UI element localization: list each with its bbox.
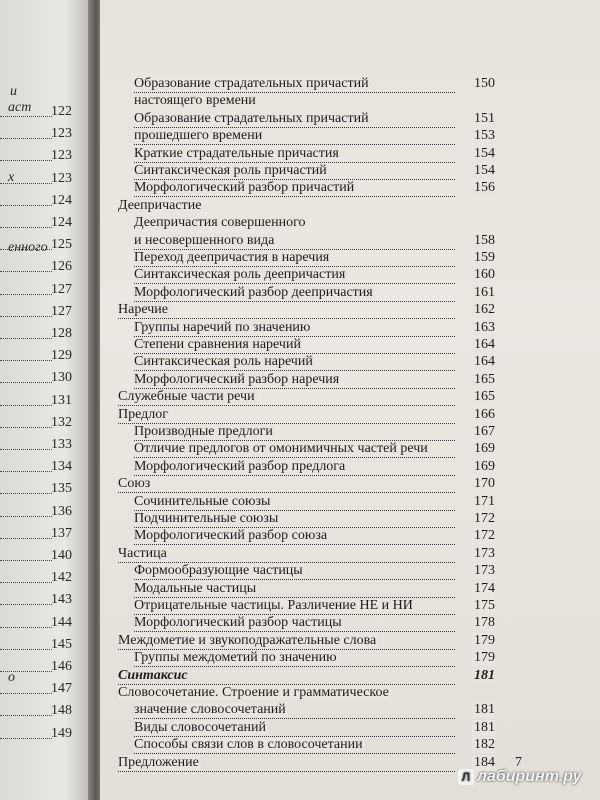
left-dot-leader — [0, 627, 52, 628]
left-dot-leader — [0, 138, 52, 139]
toc-entry-title: Отрицательные частицы. Различение НЕ и НИ — [134, 598, 413, 613]
left-dot-leader — [0, 227, 52, 228]
toc-entry — [118, 476, 495, 496]
toc-entry-title: Морфологический разбор частицы — [134, 615, 342, 630]
toc-entry-title: Синтаксис — [118, 668, 188, 683]
toc-entry-page: 169 — [474, 459, 495, 474]
toc-entry-title: Словосочетание. Строение и грамматическое — [118, 685, 389, 700]
toc-entry-title: значение словосочетаний — [134, 702, 286, 717]
left-dot-leader — [0, 538, 52, 539]
left-dot-leader — [0, 205, 52, 206]
toc-entry-page: 158 — [474, 233, 495, 248]
left-page-number: 136 — [51, 504, 72, 519]
toc-entry-page: 154 — [474, 146, 495, 161]
left-page-number: 123 — [51, 171, 72, 186]
left-dot-leader — [0, 116, 52, 117]
toc-entry-page: 160 — [474, 267, 495, 282]
left-page-number: 145 — [51, 637, 72, 652]
left-page-fragment: х — [8, 170, 15, 185]
toc-entry-title: Синтаксическая роль деепричастия — [134, 267, 346, 282]
left-dot-leader — [0, 582, 52, 583]
toc-entry-page: 173 — [474, 563, 495, 578]
toc-entry-title: Союз — [118, 476, 151, 491]
left-page-number: 143 — [51, 592, 72, 607]
toc-entry-page: 172 — [474, 528, 495, 543]
toc-entry-title: Морфологический разбор союза — [134, 528, 328, 543]
toc-entry-title: Образование страдательных причастий — [134, 111, 369, 126]
left-dot-leader — [0, 493, 52, 494]
left-page-number: 123 — [51, 126, 72, 141]
dot-leader — [134, 753, 455, 754]
toc-entry — [134, 354, 495, 374]
dot-leader — [134, 718, 455, 719]
left-page — [0, 0, 92, 800]
left-page-number: 127 — [51, 282, 72, 297]
toc-entry-page: 163 — [474, 320, 495, 335]
toc-entry-page: 175 — [474, 598, 495, 613]
toc-entry-page: 174 — [474, 581, 495, 596]
left-page-fragment: енного — [8, 240, 48, 255]
toc-entry — [134, 441, 495, 461]
left-dot-leader — [0, 271, 52, 272]
toc-entry-page: 170 — [474, 476, 495, 491]
left-page-number: 130 — [51, 370, 72, 385]
toc-entry-title: Предлог — [118, 407, 168, 422]
left-page-number: 131 — [51, 393, 72, 408]
toc-entry-title: Частица — [118, 546, 167, 561]
toc-entry-title: Морфологический разбор предлога — [134, 459, 346, 474]
labirint-watermark — [458, 768, 581, 786]
left-page-fragment: о — [8, 670, 15, 685]
toc-entry — [134, 128, 495, 148]
dot-leader — [118, 318, 455, 319]
toc-entry-title: и несовершенного вида — [134, 233, 275, 248]
left-dot-leader — [0, 316, 52, 317]
dot-leader — [134, 457, 455, 458]
toc-entry-title: Деепричастие — [118, 198, 202, 213]
toc-entry — [134, 650, 495, 670]
toc-entry — [134, 737, 495, 757]
toc-entry-page: 172 — [474, 511, 495, 526]
toc-entry-page: 166 — [474, 407, 495, 422]
toc-entry — [134, 528, 495, 548]
left-dot-leader — [0, 360, 52, 361]
toc-entry-title: Переход деепричастия в наречия — [134, 250, 330, 265]
toc-entry-title: Синтаксическая роль наречий — [134, 354, 313, 369]
toc-entry-title: Модальные частицы — [134, 581, 257, 596]
toc-entry — [134, 615, 495, 635]
toc-entry-page: 171 — [474, 494, 495, 509]
toc-entry-title: Предложение — [118, 755, 199, 770]
toc-entry-title: Группы наречий по значению — [134, 320, 311, 335]
left-dot-leader — [0, 449, 52, 450]
toc-entry-page: 165 — [474, 389, 495, 404]
left-dot-leader — [0, 405, 52, 406]
left-dot-leader — [0, 427, 52, 428]
toc-entry-title: Отличие предлогов от омонимичных частей речи — [134, 441, 428, 456]
toc-entry-page: 184 — [474, 755, 495, 770]
left-dot-leader — [0, 516, 52, 517]
toc-entry-page: 164 — [474, 354, 495, 369]
left-dot-leader — [0, 649, 52, 650]
left-page-number: 126 — [51, 259, 72, 274]
toc-entry-page: 181 — [474, 668, 495, 683]
toc-entry-title: прошедшего времени — [134, 128, 263, 143]
dot-leader — [134, 370, 455, 371]
toc-entry-page: 179 — [474, 650, 495, 665]
toc-entry-page: 169 — [474, 441, 495, 456]
left-page-number: 144 — [51, 615, 72, 630]
left-page-number: 140 — [51, 548, 72, 563]
toc-entry — [134, 702, 495, 722]
toc-entry — [134, 180, 495, 200]
left-dot-leader — [0, 604, 52, 605]
toc-entry-title: Сочинительные союзы — [134, 494, 271, 509]
toc-entry-page: 161 — [474, 285, 495, 300]
toc-entry-title: Служебные части речи — [118, 389, 255, 404]
left-page-number: 128 — [51, 326, 72, 341]
toc-entry-page: 150 — [474, 76, 495, 91]
toc-entry-title: Подчинительные союзы — [134, 511, 279, 526]
dot-leader — [134, 666, 455, 667]
toc-entry-title: Наречие — [118, 302, 168, 317]
toc-entry-title: Степени сравнения наречий — [134, 337, 301, 352]
toc-entry-title: Синтаксическая роль причастий — [134, 163, 327, 178]
toc-entry-title: Образование страдательных причастий — [134, 76, 369, 91]
left-dot-leader — [0, 338, 52, 339]
toc-entry-title: Междометие и звукоподражательные слова — [118, 633, 377, 648]
labirint-logo-icon: Л — [458, 769, 474, 785]
toc-entry — [118, 755, 495, 775]
left-page-number: 129 — [51, 348, 72, 363]
toc-entry — [134, 215, 495, 235]
dot-leader — [134, 579, 455, 580]
toc-entry-title: Группы междометий по значению — [134, 650, 337, 665]
toc-entry-page: 162 — [474, 302, 495, 317]
toc-entry-title: Производные предлоги — [134, 424, 273, 439]
left-page-fragment: и — [10, 84, 17, 99]
dot-leader — [118, 492, 455, 493]
left-page-number: 123 — [51, 148, 72, 163]
left-page-number: 142 — [51, 570, 72, 585]
toc-entry-page: 182 — [474, 737, 495, 752]
toc-entry-title: Краткие страдательные причастия — [134, 146, 339, 161]
toc-entry-page: 159 — [474, 250, 495, 265]
toc-entry — [118, 389, 495, 409]
toc-entry-page: 165 — [474, 372, 495, 387]
left-page-number: 124 — [51, 215, 72, 230]
left-dot-leader — [0, 560, 52, 561]
left-dot-leader — [0, 382, 52, 383]
left-page-number: 147 — [51, 681, 72, 696]
dot-leader — [134, 283, 455, 284]
toc-entry-page: 181 — [474, 702, 495, 717]
toc-entry-page: 181 — [474, 720, 495, 735]
toc-entry-page: 154 — [474, 163, 495, 178]
dot-leader — [118, 771, 455, 772]
toc-entry-page: 179 — [474, 633, 495, 648]
toc-entry — [118, 302, 495, 322]
toc-entry-title: Виды словосочетаний — [134, 720, 267, 735]
toc-entry-title: Морфологический разбор наречия — [134, 372, 340, 387]
left-page-number: 146 — [51, 659, 72, 674]
toc-entry-page: 156 — [474, 180, 495, 195]
dot-leader — [134, 144, 455, 145]
left-page-number: 125 — [51, 237, 72, 252]
toc-entry-page: 153 — [474, 128, 495, 143]
left-dot-leader — [0, 693, 52, 694]
dot-leader — [134, 196, 455, 197]
left-dot-leader — [0, 471, 52, 472]
left-page-fragment: аст — [8, 100, 32, 115]
toc-entry-page: 164 — [474, 337, 495, 352]
left-page-number: 132 — [51, 415, 72, 430]
toc-entry — [134, 267, 495, 287]
watermark-text: лабиринт.ру — [477, 768, 582, 785]
left-dot-leader — [0, 715, 52, 716]
left-page-number: 137 — [51, 526, 72, 541]
toc-entry-page: 173 — [474, 546, 495, 561]
left-page-number: 122 — [51, 104, 72, 119]
left-dot-leader — [0, 160, 52, 161]
toc-entry-title: Формообразующие частицы — [134, 563, 303, 578]
toc-entry-title: настоящего времени — [134, 93, 256, 108]
toc-entry-page: 178 — [474, 615, 495, 630]
toc-entry-title: Морфологический разбор причастий — [134, 180, 355, 195]
dot-leader — [118, 405, 455, 406]
toc-entry-title: Морфологический разбор деепричастия — [134, 285, 373, 300]
left-page-number: 134 — [51, 459, 72, 474]
toc-entry-title: Деепричастия совершенного — [134, 215, 306, 230]
left-page-number: 127 — [51, 304, 72, 319]
dot-leader — [134, 544, 455, 545]
left-page-number: 148 — [51, 703, 72, 718]
left-page-number: 135 — [51, 481, 72, 496]
left-dot-leader — [0, 294, 52, 295]
toc-entry-page: 167 — [474, 424, 495, 439]
toc-entry-title: Способы связи слов в словосочетании — [134, 737, 363, 752]
page-number: 7 — [515, 755, 522, 770]
toc-entry — [134, 563, 495, 583]
left-page-number: 133 — [51, 437, 72, 452]
toc-entry — [134, 93, 495, 113]
left-page-number: 124 — [51, 193, 72, 208]
dot-leader — [134, 631, 455, 632]
left-page-number: 149 — [51, 726, 72, 741]
left-dot-leader — [0, 738, 52, 739]
toc-entry-page: 151 — [474, 111, 495, 126]
